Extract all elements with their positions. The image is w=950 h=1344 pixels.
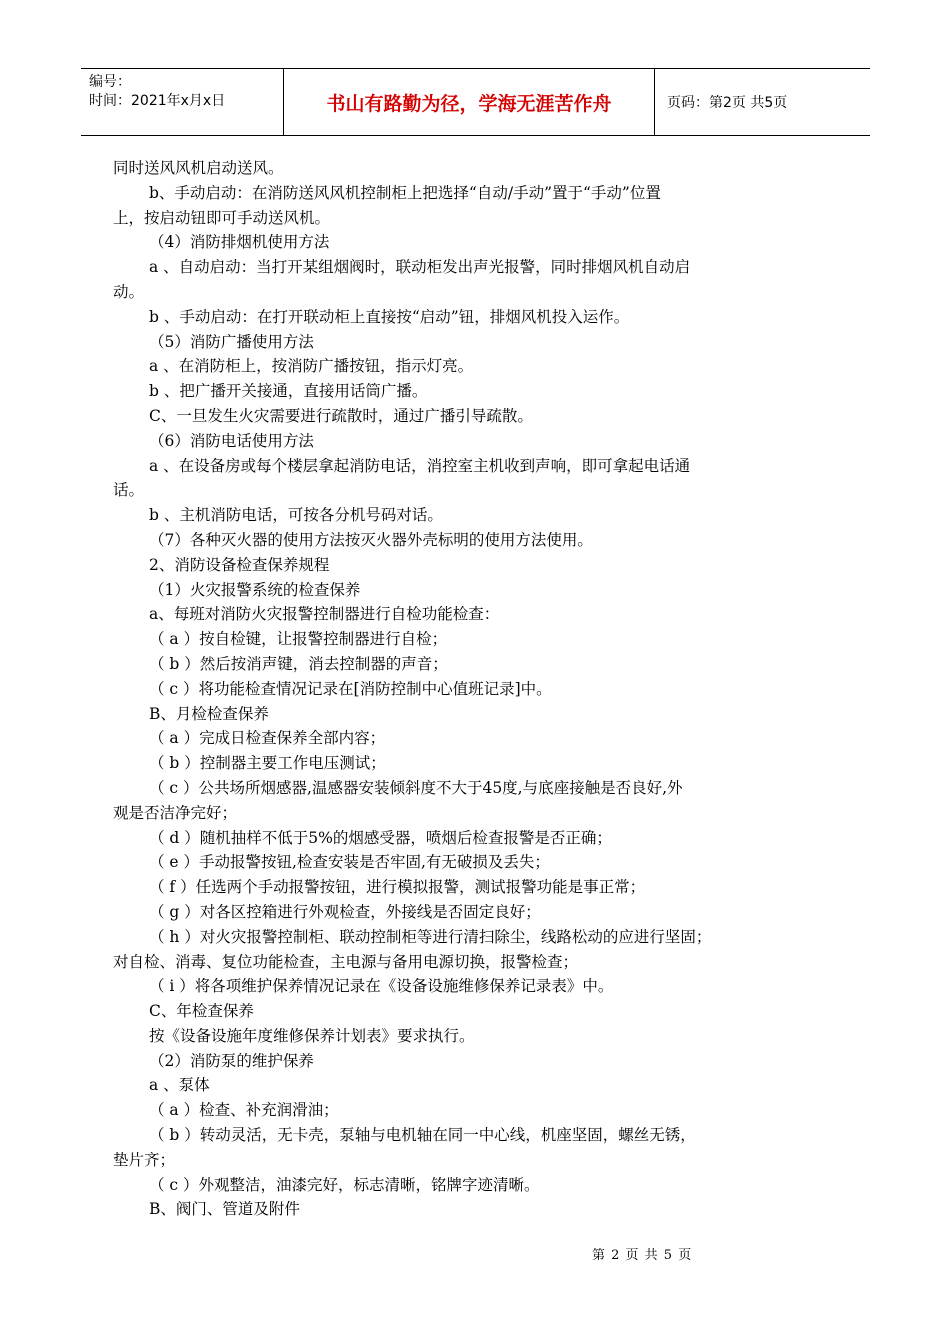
- text-line: b 、主机消防电话，可按各分机号码对话。: [149, 506, 443, 525]
- text-line: （2）消防泵的维护保养: [149, 1051, 314, 1070]
- page-footer: [592, 1244, 692, 1263]
- text-line: a 、在设备房或每个楼层拿起消防电话，消控室主机收到声响，即可拿起电话通: [149, 456, 691, 475]
- page-header: [81, 68, 870, 136]
- text-line: a 、泵体: [149, 1076, 210, 1095]
- text-line: （ e ）手动报警按钮,检查安装是否牢固,有无破损及丢失；: [149, 853, 550, 872]
- text-line: a 、自动启动：当打开某组烟阀时，联动柜发出声光报警，同时排烟风机自动启: [149, 258, 691, 277]
- text-line: 话。: [113, 481, 145, 500]
- text-line: （ g ）对各区控箱进行外观检查，外接线是否固定良好；: [149, 902, 541, 921]
- text-line: （ a ）完成日检查保养全部内容；: [149, 729, 386, 748]
- time-label: 时间：2021年x月x日: [89, 93, 226, 109]
- text-line: （ f ）任选两个手动报警按钮，进行模拟报警，测试报警功能是事正常；: [149, 878, 646, 897]
- text-line: a 、在消防柜上，按消防广播按钮，指示灯亮。: [149, 357, 474, 376]
- text-line: （7）各种灭火器的使用方法按灭火器外壳标明的使用方法使用。: [149, 530, 593, 549]
- text-line: 上，按启动钮即可手动送风机。: [113, 208, 331, 227]
- text-line: a、每班对消防火灾报警控制器进行自检功能检查：: [149, 605, 500, 624]
- text-line: （ b ）转动灵活，无卡壳，泵轴与电机轴在同一中心线，机座坚固，螺丝无锈，: [149, 1126, 696, 1145]
- text-line: （1）火灾报警系统的检查保养: [149, 580, 361, 599]
- text-line: 2、消防设备检查保养规程: [149, 555, 330, 574]
- text-line: （4）消防排烟机使用方法: [149, 233, 330, 252]
- text-line: C、年检查保养: [149, 1002, 254, 1021]
- text-line: （5）消防广播使用方法: [149, 332, 314, 351]
- text-line: （ a ）按自检键，让报警控制器进行自检；: [149, 630, 448, 649]
- text-line: B、阀门、管道及附件: [149, 1200, 300, 1219]
- text-line: （ b ）控制器主要工作电压测试；: [149, 754, 386, 773]
- text-line: B、月检检查保养: [149, 704, 269, 723]
- text-line: （ a ）检查、补充润滑油；: [149, 1101, 339, 1120]
- motto-text: 书山有路勤为径，学海无涯苦作舟: [326, 92, 612, 115]
- text-line: 同时送风风机启动送风。: [113, 159, 284, 177]
- document-body: [113, 156, 843, 1222]
- text-line: （ i ）将各项维护保养情况记录在《设备设施维修保养记录表》中。: [149, 977, 614, 996]
- text-line: （ c ）公共场所烟感器,温感器安装倾斜度不大于45度,与底座接触是否良好,外: [149, 778, 683, 797]
- text-line: 垫片齐；: [113, 1150, 176, 1169]
- text-line: （ c ）外观整洁，油漆完好，标志清晰，铭牌字迹清晰。: [149, 1175, 540, 1194]
- text-line: 按《设备设施年度维修保养计划表》要求执行。: [149, 1026, 475, 1045]
- text-line: 动。: [113, 282, 145, 301]
- text-line: （ b ）然后按消声键，消去控制器的声音；: [149, 654, 448, 673]
- text-line: b 、把广播开关接通，直接用话筒广播。: [149, 382, 428, 401]
- footer-page-number: 第 2 页 共 5 页: [592, 1248, 693, 1263]
- text-line: （ h ）对火灾报警控制柜、联动控制柜等进行清扫除尘，线路松动的应进行坚固；: [149, 927, 712, 946]
- text-line: b、手动启动：在消防送风风机控制柜上把选择“自动/手动”置于“手动”位置: [149, 183, 661, 202]
- text-line: b 、手动启动：在打开联动柜上直接按“启动”钮，排烟风机投入运作。: [149, 307, 630, 326]
- page-info-text: 页码：第2页 共5页: [667, 95, 788, 111]
- header-meta: [81, 69, 284, 135]
- header-page-info: [655, 69, 870, 135]
- text-line: （6）消防电话使用方法: [149, 431, 314, 450]
- text-line: 观是否洁净完好；: [113, 803, 238, 822]
- header-motto: [284, 69, 655, 135]
- text-line: （ d ）随机抽样不低于5%的烟感受器，喷烟后检查报警是否正确；: [149, 828, 612, 847]
- text-line: C、一旦发生火灾需要进行疏散时，通过广播引导疏散。: [149, 406, 533, 425]
- text-line: （ c ）将功能检查情况记录在[消防控制中心值班记录]中。: [149, 679, 552, 698]
- number-label: 编号：: [89, 74, 131, 90]
- text-line: 对自检、消毒、复位功能检查，主电源与备用电源切换，报警检查；: [113, 952, 579, 971]
